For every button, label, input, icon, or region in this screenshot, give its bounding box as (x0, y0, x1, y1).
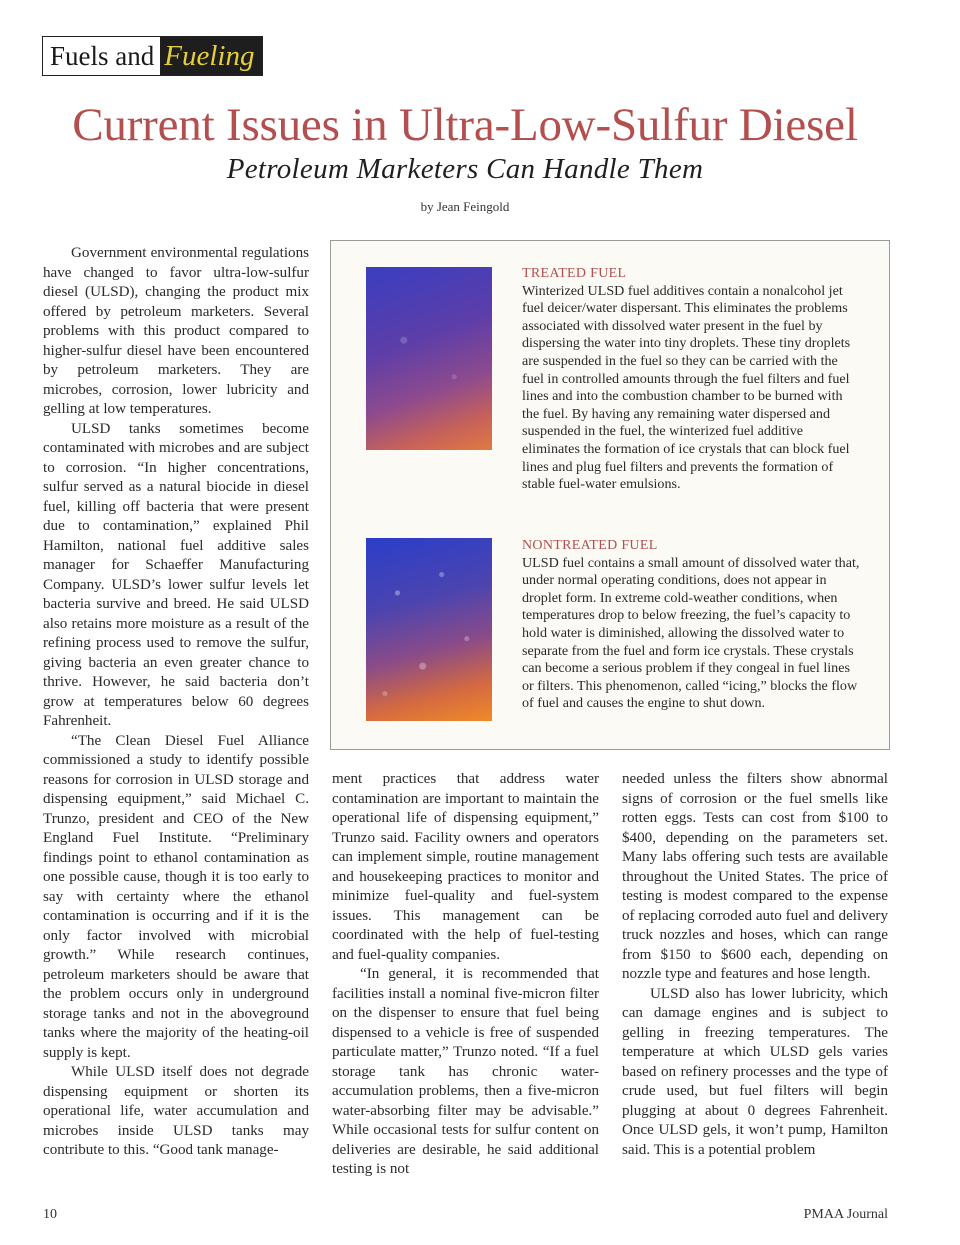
body-column-1 (43, 244, 309, 1161)
section-label: Fuels and (43, 37, 160, 75)
journal-name: PMAA Journal (803, 1207, 888, 1222)
paragraph: needed unless the filters show abnormal signs of corrosion or the fuel smells like rotten eggs. Tests can cost from $100 to $400, depending on the parameters set. Many labs offering such tests are available throughout the United States. The price of testing is modest compared to the expense of replacing corroded auto fuel and delivery truck nozzles and hoses, which can range from $150 to $600 each, depending on nozzle type and features and hose length. (622, 771, 888, 982)
paragraph: ULSD tanks sometimes become contaminated with microbes and are subject to corrosion. “In higher concentrations, sulfur served as a natural biocide in diesel fuel, killing off bacteria that were present due to contamination,” explained Phil Hamilton, national fuel additive sales manager for Schaeffer Manufacturing Company. ULSD’s lower sulfur levels let bacteria survive and breed. He said ULSD also retains more moisture as a result of the refining process used to remove the sulfur, giving bacteria an even greater chance to thrive. However, he said bacteria don’t grow at temperatures below 60 degrees Fahrenheit. (43, 420, 309, 729)
byline: by Jean Feingold (420, 199, 510, 214)
nontreated-fuel-caption (522, 537, 860, 713)
treated-fuel-caption (522, 265, 860, 494)
article-title: Current Issues in Ultra-Low-Sulfur Diesel (72, 99, 858, 151)
nontreated-fuel-text: ULSD fuel contains a small amount of dissolved water that, under normal operating conditions, does not appear in droplet form. In extreme cold-weather conditions, when temperatures drop to below freezing, the fuel’s capacity to hold water is diminished, allowing the dissolved water to separate from the fuel and form ice crystals. These crystals can become a serious problem if they congeal in fuel lines or filters. This phenomenon, called “icing,” blocks the flow of fuel and causes the engine to shut down. (522, 554, 860, 712)
body-column-2 (332, 770, 599, 1180)
treated-fuel-heading: TREATED FUEL (522, 266, 627, 281)
body-column-3 (622, 770, 888, 1160)
paragraph: “In general, it is recommended that facilities install a nominal five-micron filter on the dispenser to ensure that fuel being dispensed to a vehicle is free of suspended particulate matter,” Trunzo noted. “If a fuel storage tank has chronic water-accumulation problems, then a five-micron water-absorbing filter may be advisable.” While occasional tests for sulfur content on deliveries are desirable, he said additional testing is not (332, 966, 599, 1177)
paragraph: ULSD also has lower lubricity, which can damage engines and is subject to gelling in freezing temperatures. The temperature at which ULSD gels varies based on refinery processes and the type of crude used, but fuel filters will begin plugging at about 0 degrees Fahrenheit. Once ULSD gels, it won’t pump, Hamilton said. This is a potential problem (622, 985, 888, 1158)
paragraph: “The Clean Diesel Fuel Alliance commissioned a study to identify possible reasons for corrosion in ULSD storage and dispensing equipment,” said Michael C. Trunzo, president and CEO of the New England Fuel Institute. “Preliminary findings point to ethanol contamination as one possible cause, though it is too early to say with certainty where the ethanol contamination is occurring and if it is the only factor involved with microbial growth.” While research continues, petroleum marketers should be aware that the problem occurs only in underground storage tanks and not in the aboveground tanks where the majority of the heating-oil supply is kept. (43, 732, 309, 1061)
sidebar-box (330, 240, 890, 750)
paragraph: While ULSD itself does not degrade dispensing equipment or shorten its operational life, water accumulation and microbes inside ULSD tanks may contribute to this. “Good tank manage- (43, 1064, 309, 1158)
treated-fuel-text: Winterized ULSD fuel additives contain a nonalcohol jet fuel deicer/water dispersant. This eliminates the problems associated with dissolved water present in the fuel by dispersing the water into tiny droplets. These tiny droplets are suspended in the fuel so they can be carried with the fuel in controlled amounts through the fuel filters and fuel lines and into the combustion chamber to be burned with the fuel. By having any remaining water dispersed and suspended in the fuel, the winterized fuel additive eliminates the formation of ice crystals that can block fuel lines and plug fuel filters and prevents the formation of stable fuel-water emulsions. (522, 282, 851, 493)
page-number: 10 (43, 1207, 57, 1222)
nontreated-fuel-heading: NONTREATED FUEL (522, 538, 658, 553)
section-tag (42, 36, 263, 76)
paragraph: Government environmental regulations have changed to favor ultra-low-sulfur diesel (ULSD), changing the product mix offered by petroleum marketers. Several problems with this product compared to higher-sulfur diesel have been encountered by petroleum marketers. They are microbes, corrosion, lower lubricity and gelling at low temperatures. (43, 245, 309, 417)
article-subtitle: Petroleum Marketers Can Handle Them (226, 153, 704, 185)
nontreated-fuel-image (366, 538, 492, 721)
paragraph: ment practices that address water contamination are important to maintain the operational life of dispensing equipment,” Trunzo said. Facility owners and operators can implement simple, routine management and housekeeping practices to monitor and minimize fuel-quality and fuel-system issues. This management can be coordinated with the help of fuel-testing and fuel-quality companies. (332, 771, 599, 963)
section-accent-label: Fueling (160, 37, 262, 75)
treated-fuel-image (366, 267, 492, 450)
